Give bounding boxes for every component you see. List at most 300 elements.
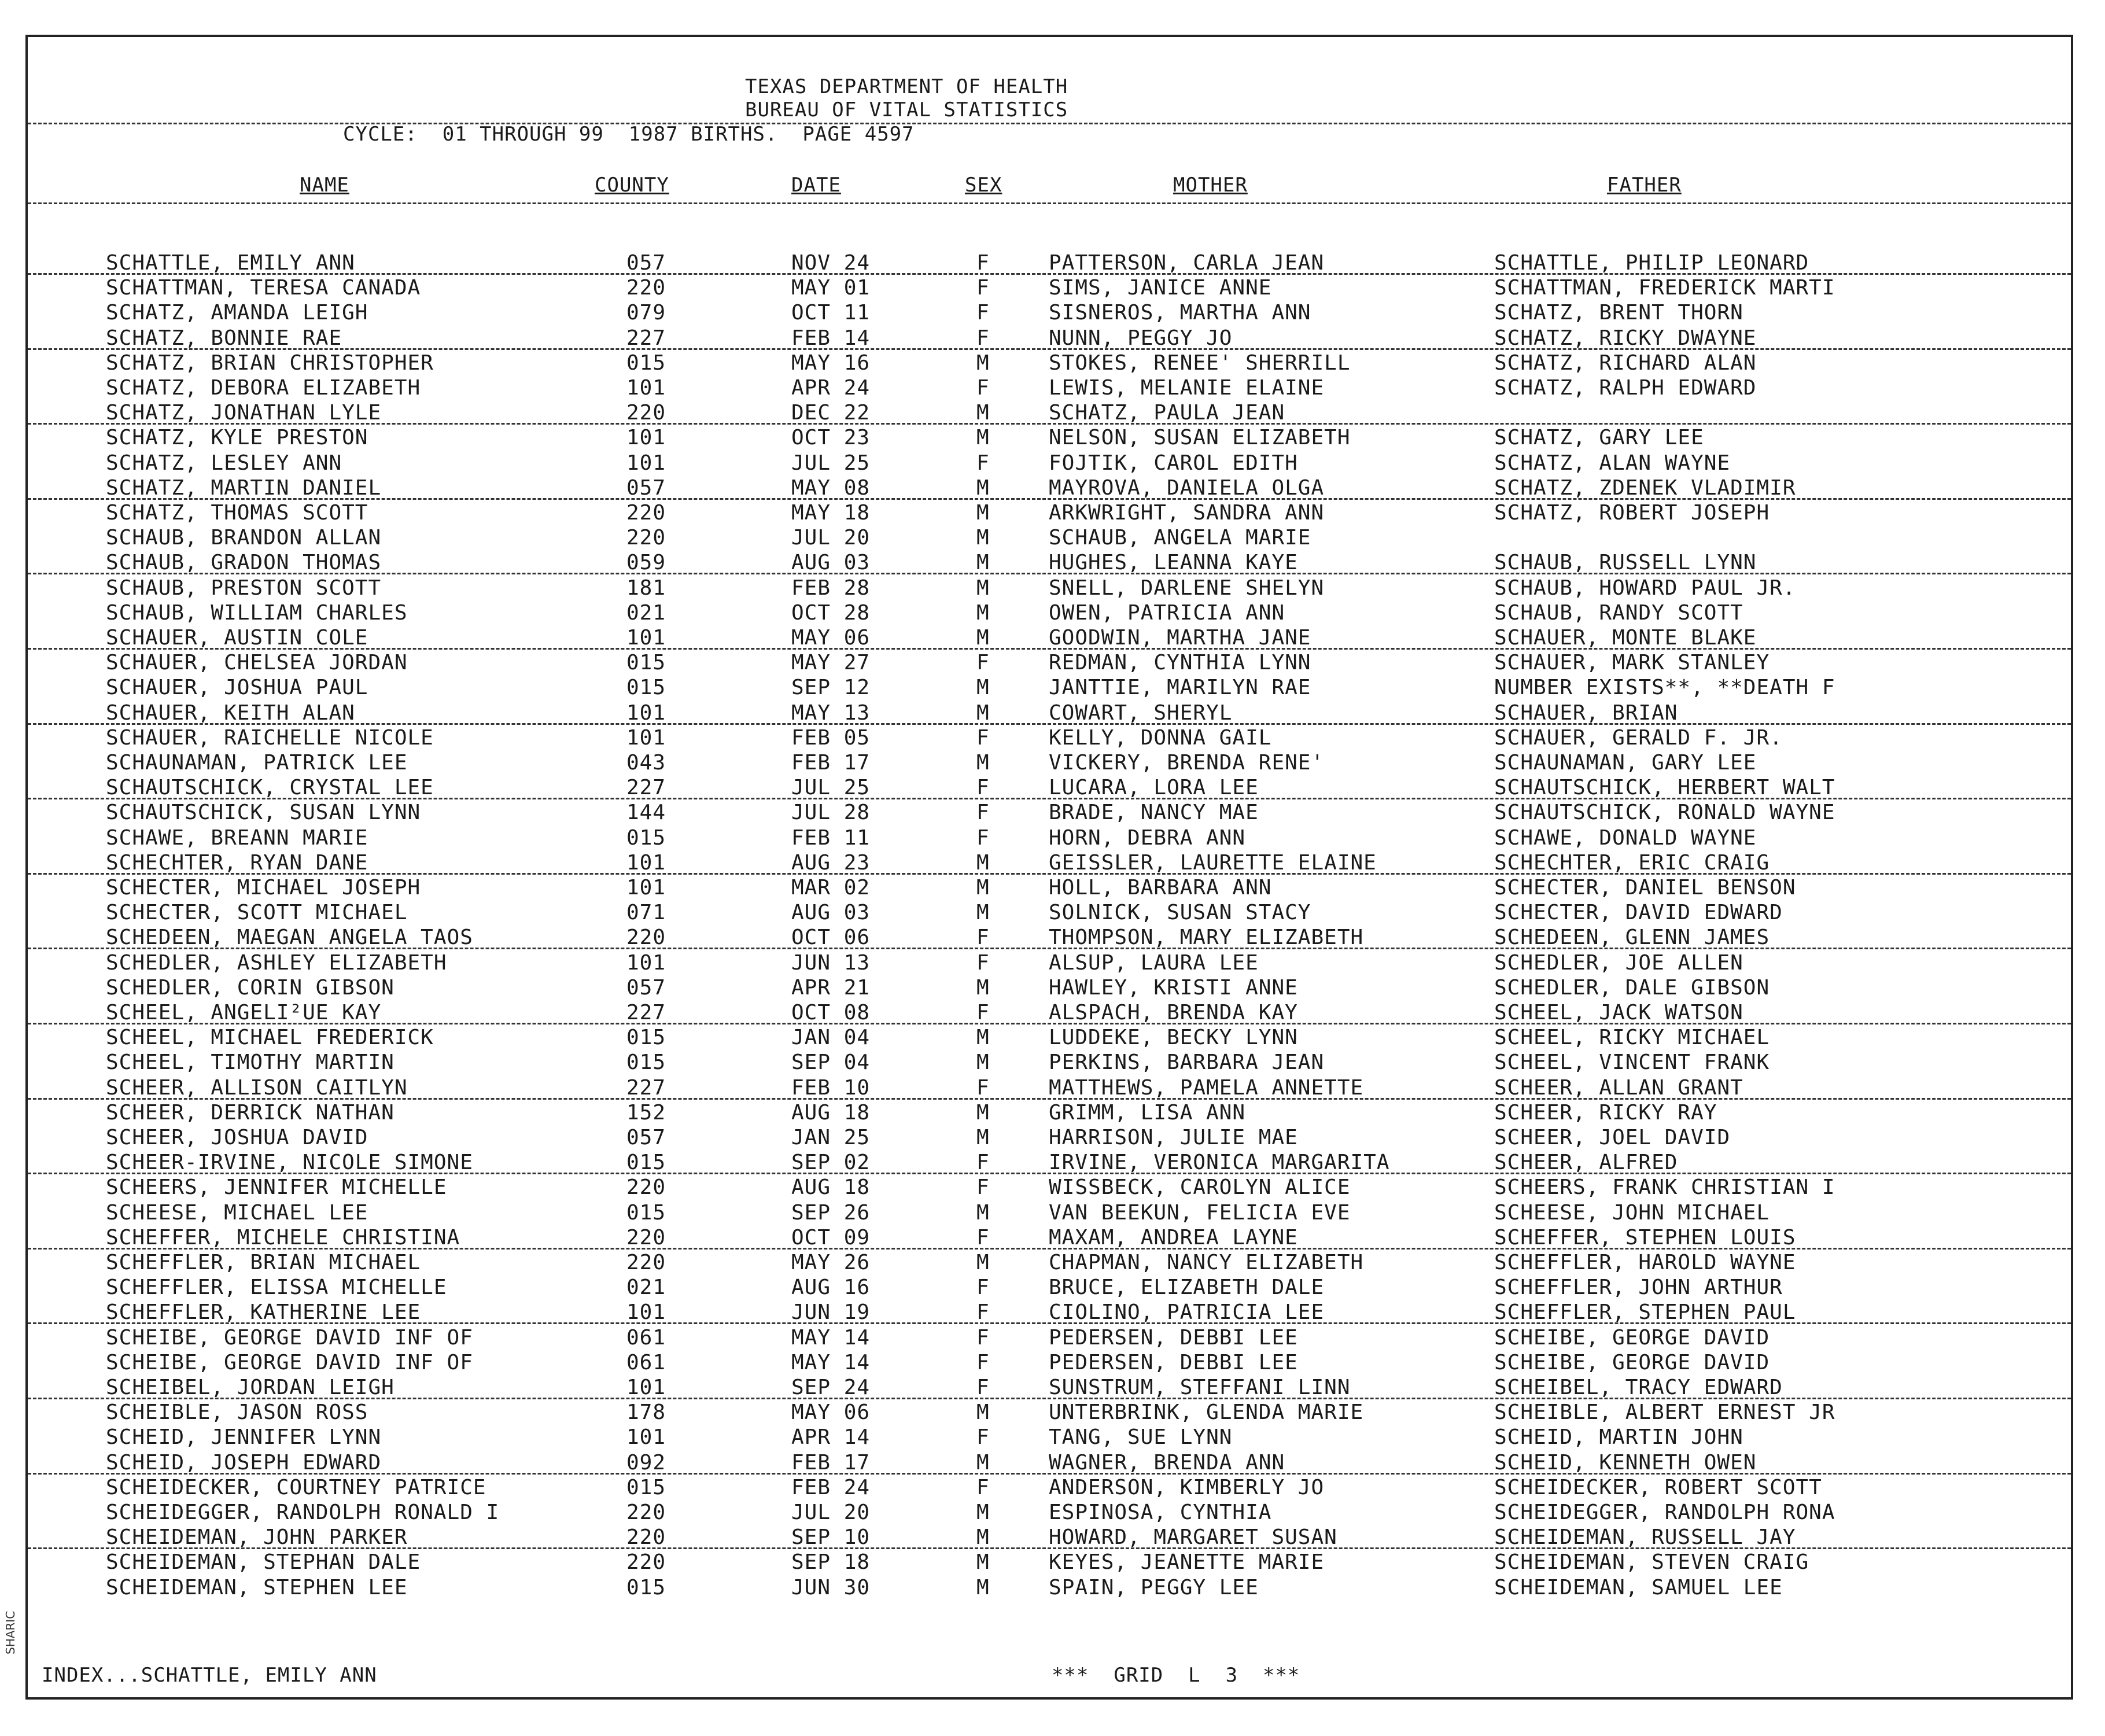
- record-date: FEB 14: [791, 326, 871, 350]
- record-row: [28, 1126, 2071, 1151]
- column-header-mother: MOTHER: [1173, 174, 1248, 197]
- record-mother: VAN BEEKUN, FELICIA EVE: [1049, 1200, 1351, 1225]
- record-sex: F: [976, 1075, 990, 1100]
- record-name: SCHECTER, MICHAEL JOSEPH: [106, 876, 421, 900]
- record-father: SCHAUB, RANDY SCOTT: [1494, 600, 1743, 625]
- record-date: SEP 02: [791, 1151, 871, 1175]
- record-row: [28, 1400, 2071, 1425]
- record-name: SCHEIDEMAN, STEPHAN DALE: [106, 1550, 421, 1575]
- record-date: AUG 16: [791, 1276, 871, 1300]
- row-group-divider: [28, 798, 2071, 799]
- record-father: SCHATZ, ZDENEK VLADIMIR: [1494, 476, 1796, 500]
- row-group-divider: [28, 723, 2071, 725]
- record-mother: BRUCE, ELIZABETH DALE: [1049, 1276, 1325, 1300]
- row-group-divider: [28, 423, 2071, 425]
- record-mother: PATTERSON, CARLA JEAN: [1049, 251, 1325, 275]
- record-father: SCHEIBLE, ALBERT ERNEST JR: [1494, 1400, 1835, 1425]
- record-sex: F: [976, 776, 990, 800]
- record-name: SCHATZ, JONATHAN LYLE: [106, 401, 382, 425]
- record-mother: STOKES, RENEE' SHERRILL: [1049, 351, 1351, 375]
- record-name: SCHAUER, RAICHELLE NICOLE: [106, 725, 434, 750]
- record-name: SCHAUER, JOSHUA PAUL: [106, 676, 368, 700]
- record-name: SCHEIBEL, JORDAN LEIGH: [106, 1376, 395, 1399]
- record-date: AUG 18: [791, 1175, 871, 1200]
- record-name: SCHEIDECKER, COURTNEY PATRICE: [106, 1475, 486, 1499]
- record-mother: ALSPACH, BRENDA KAY: [1049, 1001, 1298, 1024]
- record-sex: F: [976, 1001, 990, 1024]
- record-father: SCHATZ, BRENT THORN: [1494, 301, 1743, 325]
- record-sex: F: [976, 1225, 990, 1250]
- record-father: SCHATTLE, PHILIP LEONARD: [1494, 251, 1809, 275]
- record-sex: F: [976, 326, 990, 350]
- record-name: SCHEESE, MICHAEL LEE: [106, 1200, 368, 1225]
- record-date: FEB 17: [791, 1450, 871, 1475]
- row-group-divider: [28, 1248, 2071, 1250]
- record-row: [28, 1026, 2071, 1051]
- record-sex: F: [976, 1325, 990, 1350]
- record-row: [28, 926, 2071, 950]
- record-father: SCHEER, ALLAN GRANT: [1494, 1075, 1743, 1100]
- record-county: 181: [626, 576, 666, 600]
- record-name: SCHEEL, TIMOTHY MARTIN: [106, 1051, 395, 1075]
- column-header-sex: SEX: [965, 174, 1002, 197]
- agency-title: TEXAS DEPARTMENT OF HEALTH: [745, 75, 1068, 98]
- record-father: SCHAUTSCHICK, RONALD WAYNE: [1494, 801, 1835, 825]
- record-father: SCHAUER, GERALD F. JR.: [1494, 725, 1783, 750]
- record-row: [28, 851, 2071, 876]
- record-father: SCHATZ, ALAN WAYNE: [1494, 451, 1731, 475]
- record-county: 057: [626, 251, 666, 275]
- record-sex: F: [976, 801, 990, 825]
- record-father: SCHEFFLER, JOHN ARTHUR: [1494, 1276, 1783, 1300]
- record-date: APR 14: [791, 1425, 871, 1450]
- record-county: 101: [626, 626, 666, 650]
- record-mother: KELLY, DONNA GAIL: [1049, 725, 1272, 750]
- record-date: FEB 10: [791, 1075, 871, 1100]
- record-father: SCHATTMAN, FREDERICK MARTI: [1494, 276, 1835, 300]
- record-county: 220: [626, 1251, 666, 1274]
- record-county: 061: [626, 1350, 666, 1374]
- row-group-divider: [28, 1473, 2071, 1475]
- record-mother: MATTHEWS, PAMELA ANNETTE: [1049, 1075, 1364, 1100]
- record-county: 015: [626, 1026, 666, 1050]
- record-name: SCHATZ, BONNIE RAE: [106, 326, 342, 350]
- record-county: 015: [626, 1200, 666, 1225]
- record-county: 015: [626, 1475, 666, 1499]
- row-group-divider: [28, 648, 2071, 650]
- row-group-divider: [28, 873, 2071, 875]
- record-date: MAY 06: [791, 1400, 871, 1425]
- record-father: SCHEIDEGGER, RANDOLPH RONA: [1494, 1501, 1835, 1524]
- record-row: [28, 276, 2071, 301]
- record-row: [28, 351, 2071, 376]
- row-group-divider: [28, 273, 2071, 275]
- record-mother: LEWIS, MELANIE ELAINE: [1049, 376, 1325, 400]
- record-mother: GOODWIN, MARTHA JANE: [1049, 626, 1311, 650]
- record-sex: M: [976, 351, 990, 375]
- record-county: 220: [626, 1550, 666, 1575]
- record-name: SCHEER, JOSHUA DAVID: [106, 1126, 368, 1149]
- record-sex: M: [976, 1026, 990, 1050]
- record-sex: F: [976, 376, 990, 400]
- record-row: [28, 301, 2071, 326]
- record-date: MAY 26: [791, 1251, 871, 1274]
- record-date: JUL 25: [791, 451, 871, 475]
- record-county: 220: [626, 926, 666, 950]
- record-sex: F: [976, 950, 990, 975]
- record-sex: F: [976, 1425, 990, 1450]
- record-name: SCHEER, ALLISON CAITLYN: [106, 1075, 408, 1100]
- record-sex: M: [976, 1501, 990, 1524]
- record-date: MAY 16: [791, 351, 871, 375]
- record-father: SCHATZ, GARY LEE: [1494, 426, 1704, 450]
- record-sex: M: [976, 676, 990, 700]
- record-mother: SCHATZ, PAULA JEAN: [1049, 401, 1285, 425]
- record-county: 015: [626, 351, 666, 375]
- record-sex: M: [976, 1051, 990, 1075]
- record-county: 220: [626, 276, 666, 300]
- record-county: 079: [626, 301, 666, 325]
- record-mother: MAYROVA, DANIELA OLGA: [1049, 476, 1325, 500]
- record-mother: OWEN, PATRICIA ANN: [1049, 600, 1285, 625]
- record-date: MAY 14: [791, 1325, 871, 1350]
- record-sex: M: [976, 1550, 990, 1575]
- record-name: SCHEIBE, GEORGE DAVID INF OF: [106, 1350, 473, 1374]
- record-father: SCHEID, KENNETH OWEN: [1494, 1450, 1757, 1475]
- record-sex: F: [976, 1475, 990, 1499]
- record-sex: F: [976, 725, 990, 750]
- record-county: 015: [626, 651, 666, 675]
- record-father: SCHAUER, BRIAN: [1494, 701, 1678, 725]
- record-county: 101: [626, 1425, 666, 1450]
- record-mother: THOMPSON, MARY ELIZABETH: [1049, 926, 1364, 950]
- record-name: SCHATZ, THOMAS SCOTT: [106, 501, 368, 525]
- record-row: [28, 1501, 2071, 1525]
- record-father: SCHEEL, VINCENT FRANK: [1494, 1051, 1770, 1075]
- record-father: SCHEDLER, JOE ALLEN: [1494, 950, 1743, 975]
- record-mother: CHAPMAN, NANCY ELIZABETH: [1049, 1251, 1364, 1274]
- record-row: [28, 426, 2071, 451]
- record-mother: SOLNICK, SUSAN STACY: [1049, 901, 1311, 925]
- record-father: SCHECHTER, ERIC CRAIG: [1494, 850, 1770, 875]
- record-sex: M: [976, 526, 990, 550]
- record-father: SCHEEL, JACK WATSON: [1494, 1001, 1743, 1024]
- record-mother: GEISSLER, LAURETTE ELAINE: [1049, 850, 1377, 875]
- record-name: SCHECHTER, RYAN DANE: [106, 850, 368, 875]
- record-sex: M: [976, 751, 990, 775]
- record-father: SCHAUB, HOWARD PAUL JR.: [1494, 576, 1796, 600]
- record-county: 227: [626, 1001, 666, 1024]
- record-sex: M: [976, 1450, 990, 1475]
- record-sex: M: [976, 901, 990, 925]
- record-sex: M: [976, 1200, 990, 1225]
- record-name: SCHEFFLER, BRIAN MICHAEL: [106, 1251, 421, 1274]
- record-county: 101: [626, 1300, 666, 1325]
- record-sex: F: [976, 651, 990, 675]
- record-date: JUN 13: [791, 950, 871, 975]
- record-sex: M: [976, 401, 990, 425]
- record-sex: F: [976, 1300, 990, 1325]
- record-sex: M: [976, 1525, 990, 1550]
- record-county: 015: [626, 1575, 666, 1599]
- record-father: SCHEIDEMAN, SAMUEL LEE: [1494, 1575, 1783, 1599]
- record-date: FEB 24: [791, 1475, 871, 1499]
- record-mother: LUCARA, LORA LEE: [1049, 776, 1259, 800]
- record-date: MAY 27: [791, 651, 871, 675]
- record-sex: F: [976, 451, 990, 475]
- record-county: 101: [626, 426, 666, 450]
- record-father: SCHEERS, FRANK CHRISTIAN I: [1494, 1175, 1835, 1200]
- record-mother: LUDDEKE, BECKY LYNN: [1049, 1026, 1298, 1050]
- record-name: SCHATZ, LESLEY ANN: [106, 451, 342, 475]
- record-mother: VICKERY, BRENDA RENE': [1049, 751, 1325, 775]
- record-sex: M: [976, 850, 990, 875]
- record-county: 220: [626, 1501, 666, 1524]
- record-name: SCHAUER, AUSTIN COLE: [106, 626, 368, 650]
- bureau-title: BUREAU OF VITAL STATISTICS: [745, 98, 1068, 121]
- record-row: [28, 901, 2071, 926]
- record-date: MAY 13: [791, 701, 871, 725]
- record-name: SCHAUB, GRADON THOMAS: [106, 551, 382, 575]
- record-name: SCHEDEEN, MAEGAN ANGELA TAOS: [106, 926, 473, 950]
- record-mother: GRIMM, LISA ANN: [1049, 1100, 1246, 1125]
- record-name: SCHEDLER, CORIN GIBSON: [106, 975, 395, 1000]
- record-county: 015: [626, 676, 666, 700]
- record-name: SCHECTER, SCOTT MICHAEL: [106, 901, 408, 925]
- record-row: [28, 1001, 2071, 1026]
- index-footer: INDEX...SCHATTLE, EMILY ANN: [42, 1664, 377, 1687]
- row-group-divider: [28, 348, 2071, 350]
- record-row: [28, 1351, 2071, 1376]
- record-sex: M: [976, 701, 990, 725]
- record-father: SCHAUER, MONTE BLAKE: [1494, 626, 1757, 650]
- record-date: OCT 28: [791, 600, 871, 625]
- record-county: 061: [626, 1325, 666, 1350]
- record-row: [28, 876, 2071, 901]
- record-date: JUN 30: [791, 1575, 871, 1599]
- record-father: SCHEIDEMAN, RUSSELL JAY: [1494, 1525, 1796, 1550]
- record-date: SEP 04: [791, 1051, 871, 1075]
- record-row: [28, 401, 2071, 426]
- record-mother: SCHAUB, ANGELA MARIE: [1049, 526, 1311, 550]
- record-mother: SNELL, DARLENE SHELYN: [1049, 576, 1325, 600]
- column-header-date: DATE: [791, 174, 841, 197]
- record-father: SCHEER, JOEL DAVID: [1494, 1126, 1731, 1149]
- record-mother: HARRISON, JULIE MAE: [1049, 1126, 1298, 1149]
- record-mother: REDMAN, CYNTHIA LYNN: [1049, 651, 1311, 675]
- record-county: 015: [626, 1151, 666, 1175]
- record-county: 043: [626, 751, 666, 775]
- record-county: 220: [626, 401, 666, 425]
- record-row: [28, 1326, 2071, 1351]
- record-name: SCHEID, JOSEPH EDWARD: [106, 1450, 382, 1475]
- record-mother: WISSBECK, CAROLYN ALICE: [1049, 1175, 1351, 1200]
- record-date: MAY 08: [791, 476, 871, 500]
- record-mother: HAWLEY, KRISTI ANNE: [1049, 975, 1298, 1000]
- record-sex: F: [976, 926, 990, 950]
- record-date: FEB 17: [791, 751, 871, 775]
- side-mark: SHARIC: [3, 1610, 17, 1654]
- record-name: SCHATZ, KYLE PRESTON: [106, 426, 368, 450]
- record-name: SCHATZ, DEBORA ELIZABETH: [106, 376, 421, 400]
- record-date: FEB 11: [791, 825, 871, 850]
- record-date: DEC 22: [791, 401, 871, 425]
- record-row: [28, 1101, 2071, 1126]
- record-mother: TANG, SUE LYNN: [1049, 1425, 1233, 1450]
- record-father: SCHAUER, MARK STANLEY: [1494, 651, 1770, 675]
- record-father: SCHATZ, ROBERT JOSEPH: [1494, 501, 1770, 525]
- record-father: SCHECTER, DAVID EDWARD: [1494, 901, 1783, 925]
- record-mother: IRVINE, VERONICA MARGARITA: [1049, 1151, 1390, 1175]
- record-county: 057: [626, 1126, 666, 1149]
- record-date: MAY 06: [791, 626, 871, 650]
- record-row: [28, 476, 2071, 501]
- record-row: [28, 601, 2071, 626]
- record-sex: F: [976, 1376, 990, 1399]
- record-father: SCHEDLER, DALE GIBSON: [1494, 975, 1770, 1000]
- record-row: [28, 376, 2071, 401]
- record-county: 220: [626, 501, 666, 525]
- record-father: SCHAWE, DONALD WAYNE: [1494, 825, 1757, 850]
- record-date: MAR 02: [791, 876, 871, 900]
- record-county: 101: [626, 451, 666, 475]
- record-name: SCHATZ, BRIAN CHRISTOPHER: [106, 351, 434, 375]
- record-sex: M: [976, 1575, 990, 1599]
- record-row: [28, 1576, 2071, 1601]
- record-father: SCHAUNAMAN, GARY LEE: [1494, 751, 1757, 775]
- record-mother: NUNN, PEGGY JO: [1049, 326, 1233, 350]
- record-sex: F: [976, 1350, 990, 1374]
- record-father: SCHEFFER, STEPHEN LOUIS: [1494, 1225, 1796, 1250]
- record-father: SCHEER, ALFRED: [1494, 1151, 1678, 1175]
- record-county: 092: [626, 1450, 666, 1475]
- row-group-divider: [28, 1322, 2071, 1324]
- record-name: SCHATTLE, EMILY ANN: [106, 251, 355, 275]
- record-row: [28, 1300, 2071, 1325]
- row-group-divider: [28, 1547, 2071, 1549]
- record-father: SCHEEL, RICKY MICHAEL: [1494, 1026, 1770, 1050]
- record-father: SCHEIDECKER, ROBERT SCOTT: [1494, 1475, 1822, 1499]
- record-mother: ANDERSON, KIMBERLY JO: [1049, 1475, 1325, 1499]
- record-county: 220: [626, 1525, 666, 1550]
- record-name: SCHAUB, BRANDON ALLAN: [106, 526, 382, 550]
- record-sex: M: [976, 1100, 990, 1125]
- record-date: MAY 01: [791, 276, 871, 300]
- record-row: [28, 951, 2071, 976]
- record-sex: M: [976, 1126, 990, 1149]
- record-row: [28, 1201, 2071, 1226]
- cycle-line: CYCLE: 01 THROUGH 99 1987 BIRTHS. PAGE 4597: [343, 123, 915, 146]
- record-date: APR 21: [791, 975, 871, 1000]
- record-mother: CIOLINO, PATRICIA LEE: [1049, 1300, 1325, 1325]
- record-date: MAY 18: [791, 501, 871, 525]
- record-row: [28, 551, 2071, 576]
- record-date: SEP 24: [791, 1376, 871, 1399]
- record-row: [28, 1151, 2071, 1175]
- record-row: [28, 976, 2071, 1001]
- record-name: SCHEIDEMAN, STEPHEN LEE: [106, 1575, 408, 1599]
- record-county: 101: [626, 1376, 666, 1399]
- record-row: [28, 576, 2071, 601]
- record-date: JUL 20: [791, 1501, 871, 1524]
- record-county: 101: [626, 876, 666, 900]
- record-sex: F: [976, 276, 990, 300]
- record-date: SEP 12: [791, 676, 871, 700]
- record-sex: M: [976, 576, 990, 600]
- record-sex: M: [976, 626, 990, 650]
- record-mother: ALSUP, LAURA LEE: [1049, 950, 1259, 975]
- record-county: 220: [626, 1175, 666, 1200]
- record-county: 101: [626, 725, 666, 750]
- record-mother: ESPINOSA, CYNTHIA: [1049, 1501, 1272, 1524]
- record-date: FEB 05: [791, 725, 871, 750]
- record-row: [28, 1476, 2071, 1501]
- column-header-divider: [28, 202, 2071, 204]
- record-sex: F: [976, 825, 990, 850]
- record-row: [28, 501, 2071, 526]
- record-row: [28, 626, 2071, 651]
- record-sex: F: [976, 1276, 990, 1300]
- record-sex: M: [976, 426, 990, 450]
- record-mother: KEYES, JEANETTE MARIE: [1049, 1550, 1325, 1575]
- record-name: SCHEFFLER, ELISSA MICHELLE: [106, 1276, 447, 1300]
- record-father: SCHEIBE, GEORGE DAVID: [1494, 1325, 1770, 1350]
- record-name: SCHATZ, MARTIN DANIEL: [106, 476, 382, 500]
- record-date: OCT 23: [791, 426, 871, 450]
- row-group-divider: [28, 1023, 2071, 1024]
- record-sex: F: [976, 1175, 990, 1200]
- record-row: [28, 776, 2071, 801]
- record-sex: F: [976, 301, 990, 325]
- record-county: 152: [626, 1100, 666, 1125]
- record-mother: SIMS, JANICE ANNE: [1049, 276, 1272, 300]
- record-father: SCHAUTSCHICK, HERBERT WALT: [1494, 776, 1835, 800]
- record-county: 101: [626, 850, 666, 875]
- record-date: AUG 23: [791, 850, 871, 875]
- record-name: SCHEIBE, GEORGE DAVID INF OF: [106, 1325, 473, 1350]
- record-sex: F: [976, 251, 990, 275]
- record-date: JAN 25: [791, 1126, 871, 1149]
- record-date: SEP 10: [791, 1525, 871, 1550]
- record-mother: MAXAM, ANDREA LAYNE: [1049, 1225, 1298, 1250]
- record-county: 071: [626, 901, 666, 925]
- record-row: [28, 1525, 2071, 1550]
- row-group-divider: [28, 1398, 2071, 1399]
- record-row: [28, 326, 2071, 351]
- record-mother: NELSON, SUSAN ELIZABETH: [1049, 426, 1351, 450]
- record-date: OCT 09: [791, 1225, 871, 1250]
- record-father: SCHEID, MARTIN JOHN: [1494, 1425, 1743, 1450]
- ledger-page: [25, 35, 2073, 1700]
- record-name: SCHEID, JENNIFER LYNN: [106, 1425, 382, 1450]
- record-name: SCHEIDEMAN, JOHN PARKER: [106, 1525, 408, 1550]
- record-row: [28, 751, 2071, 776]
- record-mother: PEDERSEN, DEBBI LEE: [1049, 1325, 1298, 1350]
- record-date: JUL 25: [791, 776, 871, 800]
- record-name: SCHATZ, AMANDA LEIGH: [106, 301, 368, 325]
- record-father: SCHEFFLER, HAROLD WAYNE: [1494, 1251, 1796, 1274]
- record-sex: M: [976, 600, 990, 625]
- record-row: [28, 251, 2071, 276]
- record-sex: M: [976, 551, 990, 575]
- record-name: SCHATTMAN, TERESA CANADA: [106, 276, 421, 300]
- record-row: [28, 526, 2071, 551]
- record-father: SCHATZ, RICHARD ALAN: [1494, 351, 1757, 375]
- record-sex: M: [976, 476, 990, 500]
- record-sex: M: [976, 501, 990, 525]
- record-name: SCHEER, DERRICK NATHAN: [106, 1100, 395, 1125]
- record-row: [28, 676, 2071, 701]
